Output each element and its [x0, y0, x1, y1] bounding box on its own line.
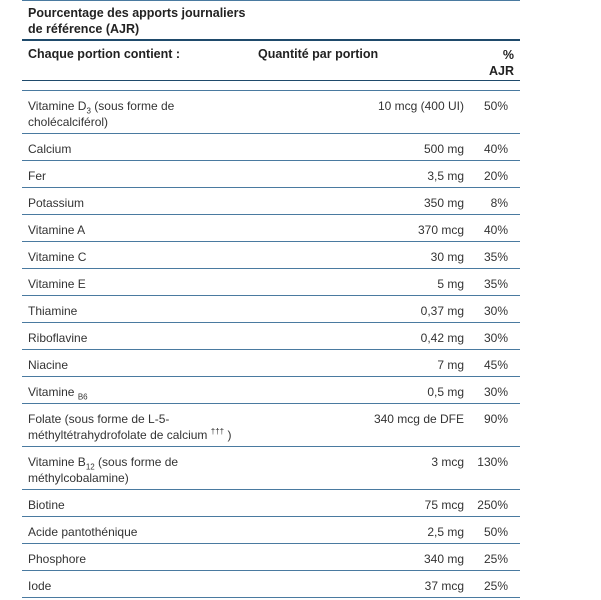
nutrient-name: Vitamine A	[28, 223, 86, 237]
table-row	[22, 544, 520, 571]
table-row	[22, 490, 520, 517]
table-row	[22, 242, 520, 269]
table-caption	[22, 1, 520, 39]
nutrient-quantity: 37 mcg	[424, 579, 464, 593]
table-row	[22, 215, 520, 242]
nutrient-quantity: 0,5 mg	[427, 385, 464, 399]
nutrient-percent: 40%	[483, 142, 508, 156]
table-row	[22, 323, 520, 350]
header-nutrient: Chaque portion contient :	[28, 47, 181, 61]
nutrient-name: Phosphore	[28, 552, 87, 566]
nutrient-percent: 50%	[483, 525, 508, 539]
nutrient-percent: 130%	[477, 455, 508, 469]
table-row	[22, 296, 520, 323]
nutrient-percent: 35%	[483, 277, 508, 291]
nutrient-name: Vitamine C	[28, 250, 87, 264]
nutrient-percent: 35%	[483, 250, 508, 264]
nutrient-name: Vitamine E	[28, 277, 86, 291]
nutrient-percent: 45%	[483, 358, 508, 372]
table-header	[22, 39, 520, 81]
table-row	[22, 350, 520, 377]
nutrient-name: Riboflavine	[28, 331, 88, 345]
table-row	[22, 161, 520, 188]
nutrient-percent: 20%	[483, 169, 508, 183]
caption-line-2: de référence (AJR)	[28, 22, 140, 36]
nutrient-quantity: 2,5 mg	[427, 525, 464, 539]
nutrient-percent: 25%	[483, 552, 508, 566]
header-quantity: Quantité par portion	[258, 47, 379, 61]
nutrient-quantity: 340 mcg de DFE	[373, 412, 464, 426]
header-spacer	[22, 81, 520, 91]
nutrient-percent: 30%	[483, 385, 508, 399]
nutrient-percent: 30%	[483, 331, 508, 345]
table-row	[22, 377, 520, 404]
table-row	[22, 447, 520, 490]
table-row	[22, 517, 520, 544]
nutrient-quantity: 30 mg	[430, 250, 464, 264]
nutrition-table	[22, 0, 520, 598]
table-row	[22, 91, 520, 134]
nutrient-name: Fer	[28, 169, 46, 183]
table-row	[22, 269, 520, 296]
nutrient-name: Iode	[28, 579, 52, 593]
nutrient-percent: 50%	[483, 99, 508, 113]
nutrient-name: Folate (sous forme de L-5-méthyltétrahydrofolate de calcium ††† )	[28, 412, 232, 442]
nutrient-name: Vitamine $D_3$ (sous forme de cholécalciférol)	[28, 99, 175, 129]
nutrient-quantity: 500 mg	[423, 142, 464, 156]
nutrient-quantity: 0,42 mg	[420, 331, 464, 345]
nutrient-percent: 30%	[483, 304, 508, 318]
header-percent	[489, 47, 514, 79]
nutrient-name: Thiamine	[28, 304, 78, 318]
nutrient-quantity: 350 mg	[423, 196, 464, 210]
header-percent-ajr: AJR	[488, 64, 514, 78]
nutrient-quantity: 5 mg	[437, 277, 464, 291]
nutrient-name: Niacine	[28, 358, 69, 372]
table-row	[22, 188, 520, 215]
caption-line-1: Pourcentage des apports journaliers	[28, 6, 246, 20]
nutrient-quantity: 370 mcg	[417, 223, 464, 237]
header-percent-symbol: %	[502, 48, 514, 62]
nutrient-name: Biotine	[28, 498, 65, 512]
table-row	[22, 571, 520, 598]
nutrient-quantity: 340 mg	[423, 552, 464, 566]
nutrient-name: Calcium	[28, 142, 72, 156]
nutrient-name: Potassium	[28, 196, 85, 210]
nutrient-name: Acide pantothénique	[28, 525, 138, 539]
nutrient-quantity: 7 mg	[437, 358, 464, 372]
nutrient-percent: 25%	[483, 579, 508, 593]
table-row	[22, 404, 520, 447]
nutrient-quantity: 3 mcg	[431, 455, 464, 469]
nutrient-quantity: 3,5 mg	[427, 169, 464, 183]
nutrient-percent: 40%	[483, 223, 508, 237]
nutrient-percent: 90%	[483, 412, 508, 426]
table-row	[22, 134, 520, 161]
nutrient-percent: 8%	[490, 196, 508, 210]
nutrient-name: Vitamine $B_{12}$ (sous forme de méthylcobalamine)	[28, 455, 179, 485]
nutrient-quantity: 10 mcg (400 UI)	[377, 99, 464, 113]
nutrient-quantity: 0,37 mg	[420, 304, 464, 318]
nutrient-quantity: 75 mcg	[424, 498, 464, 512]
nutrient-percent: 250%	[477, 498, 508, 512]
nutrient-name: Vitamine $_{B6}$	[28, 385, 88, 402]
